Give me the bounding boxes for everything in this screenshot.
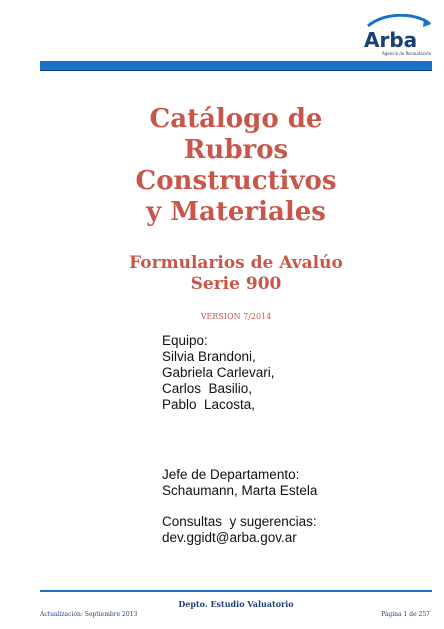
- footer-rule: [40, 590, 432, 592]
- logo-text: Arba: [364, 28, 418, 52]
- team-member: Silvia Brandoni,: [162, 349, 256, 364]
- subtitle-line: Serie 900: [190, 274, 282, 294]
- title-line: y Materiales: [146, 197, 326, 227]
- arba-logo: [354, 14, 434, 60]
- team-heading: Equipo:: [162, 333, 208, 348]
- team-block: [162, 333, 275, 413]
- subtitle-line: Formularios de Avalúo: [129, 253, 343, 273]
- footer-updated: Actualización: Septiembre 2013: [40, 611, 138, 618]
- arba-logo-graphic: [354, 14, 434, 60]
- team-member: Carlos Basilio,: [162, 381, 253, 396]
- department-head-heading: Jefe de Departamento:: [162, 467, 300, 482]
- contact-heading: Consultas y sugerencias:: [162, 514, 317, 529]
- department-head-name: Schaumann, Marta Estela: [162, 483, 318, 498]
- contact-email: dev.ggidt@arba.gov.ar: [162, 530, 297, 545]
- footer-page-number: Página 1 de 257: [381, 611, 430, 618]
- contact-block: [162, 514, 317, 546]
- header-rule: [40, 61, 432, 70]
- logo-tagline: Agencia de Recaudación: [382, 51, 432, 56]
- department-head-block: [162, 467, 317, 499]
- footer-department: Depto. Estudio Valuatorio: [178, 599, 294, 609]
- header-rule-shadow: [40, 70, 432, 71]
- team-member: Gabriela Carlevari,: [162, 365, 275, 380]
- title-line: Rubros: [183, 135, 289, 165]
- title-line: Catálogo de: [149, 104, 323, 134]
- document-title: [40, 104, 432, 228]
- team-member: Pablo Lacosta,: [162, 397, 256, 412]
- version-label: VERSION 7/2014: [200, 312, 272, 321]
- document-subtitle: [40, 253, 432, 295]
- title-line: Constructivos: [135, 166, 337, 196]
